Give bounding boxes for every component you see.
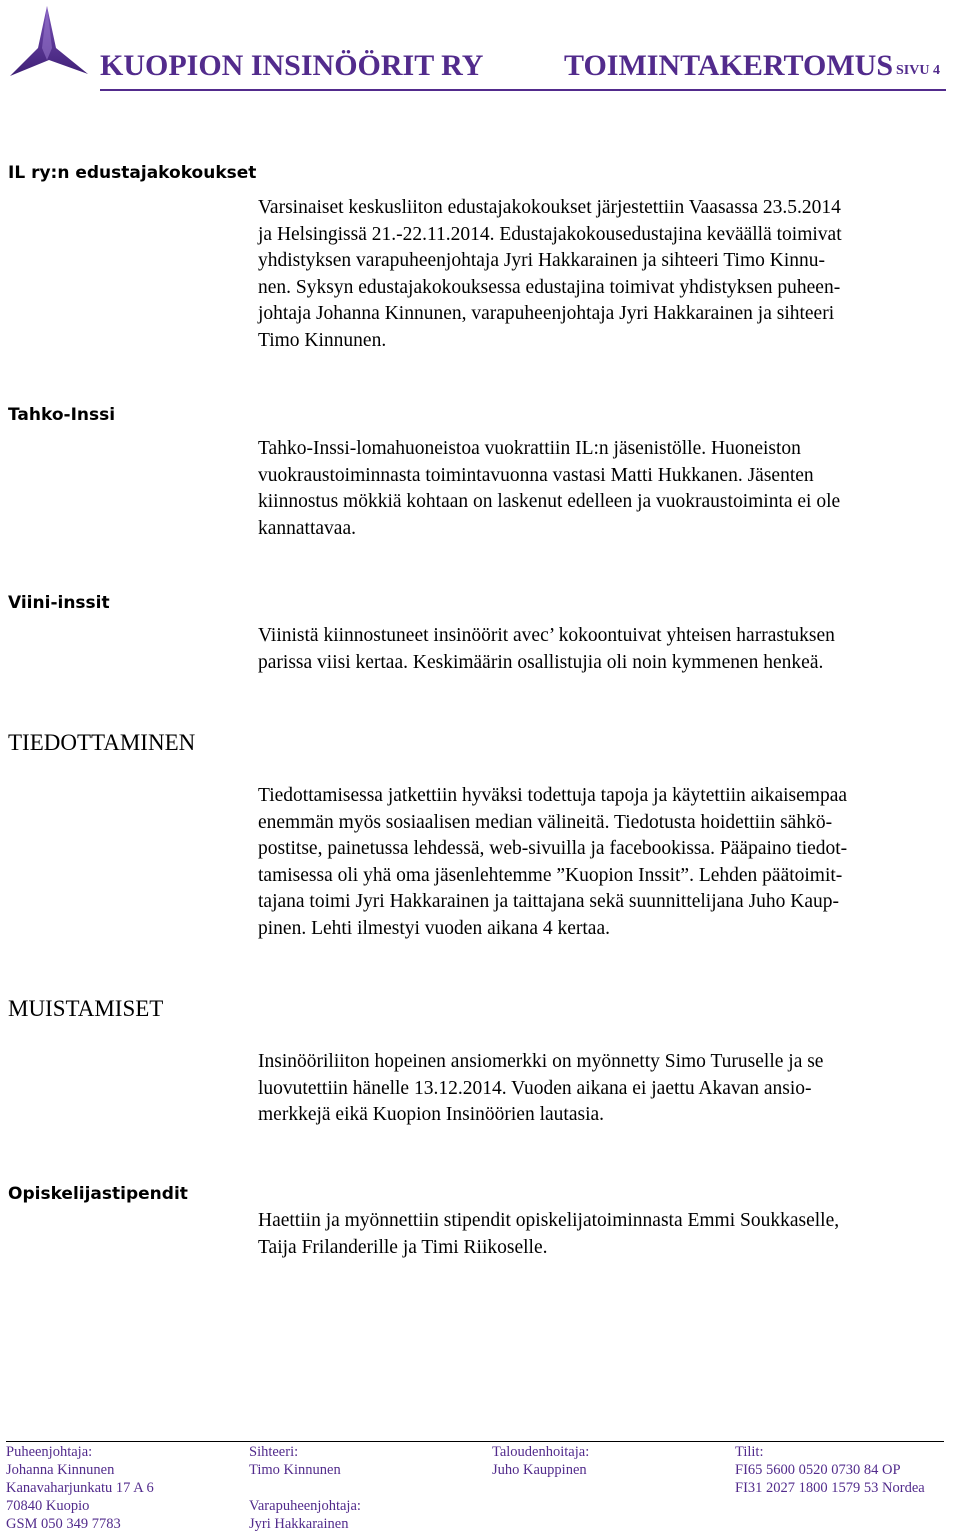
footer-treasurer: [492, 1443, 589, 1479]
footer-line: Jyri Hakkarainen: [249, 1516, 349, 1532]
footer-line: Taloudenhoitaja:: [492, 1444, 590, 1460]
organization-name: KUOPION INSINÖÖRIT RY: [100, 49, 484, 82]
footer-accounts: [735, 1443, 925, 1497]
text-line: Tahko-Inssi-lomahuoneistoa vuokrattiin IL:n jäsenistölle. Huoneiston: [258, 438, 801, 459]
purple-star-icon: [4, 4, 90, 78]
text-line: johtaja Johanna Kinnunen, varapuheenjohtaja Jyri Hakkarainen ja sihteeri: [258, 303, 835, 324]
header-divider: [100, 89, 946, 91]
document-title: TOIMINTAKERTOMUS: [564, 49, 894, 82]
text-line: tajana toimi Jyri Hakkarainen ja taittajana sekä suunnittelijana Juho Kaup-: [258, 891, 840, 912]
text-line: nen. Syksyn edustajakokouksessa edustajina toimivat yhdistyksen puheen-: [258, 276, 841, 298]
footer-line: Kanavaharjunkatu 17 A 6: [6, 1480, 154, 1496]
section-text-tahko-inssi: [258, 436, 958, 542]
section-heading-opiskelijastipendit: Opiskelijastipendit: [8, 1184, 188, 1204]
section-heading-viini-inssit: Viini-inssit: [8, 593, 110, 613]
footer-line: FI65 5600 0520 0730 84 OP: [735, 1462, 901, 1478]
text-line: Taija Frilanderille ja Timi Riikoselle.: [258, 1236, 548, 1258]
text-line: luovutettiin hänelle 13.12.2014. Vuoden aikana ei jaettu Akavan ansio-: [258, 1077, 812, 1099]
footer-line: Tilit:: [735, 1444, 764, 1460]
footer-divider: [6, 1441, 944, 1442]
text-line: postitse, painetussa lehdessä, web-sivuilla ja facebookissa. Pääpaino tiedot-: [258, 838, 848, 859]
footer-line: FI31 2027 1800 1579 53 Nordea: [735, 1480, 925, 1496]
text-line: Viinistä kiinnostuneet insinöörit avec’ kokoontuivat yhteisen harrastuksen: [258, 625, 835, 646]
footer-line: Sihteeri:: [249, 1444, 299, 1460]
page-number: SIVU 4: [896, 63, 940, 78]
footer-line: GSM 050 349 7783: [6, 1516, 121, 1532]
text-line: parissa viisi kertaa. Keskimäärin osallistujia oli noin kymmenen henkeä.: [258, 651, 824, 673]
text-line: kiinnostus mökkiä kohtaan on laskenut edelleen ja vuokraustoiminta ei ole: [258, 491, 841, 512]
section-heading-tiedottaminen: TIEDOTTAMINEN: [8, 730, 196, 755]
text-line: Varsinaiset keskusliiton edustajakokoukset järjestettiin Vaasassa 23.5.2014: [258, 197, 841, 218]
text-line: ja Helsingissä 21.-22.11.2014. Edustajakokousedustajina keväällä toimivat: [258, 223, 842, 245]
footer-line: Timo Kinnunen: [249, 1462, 341, 1478]
text-line: tamisessa oli yhä oma jäsenlehtemme ”Kuopion Inssit”. Lehden päätoimit-: [258, 864, 843, 886]
section-text-viini-inssit: [258, 623, 958, 676]
footer-line: Puheenjohtaja:: [6, 1444, 93, 1460]
section-heading-muistamiset: MUISTAMISET: [8, 996, 164, 1021]
text-line: Timo Kinnunen.: [258, 329, 387, 351]
text-line: enemmän myös sosiaalisen median välineitä. Tiedotusta hoidettiin sähkö-: [258, 811, 833, 833]
footer-line: 70840 Kuopio: [6, 1498, 90, 1514]
footer-line: Varapuheenjohtaja:: [249, 1498, 361, 1514]
text-line: pinen. Lehti ilmestyi vuoden aikana 4 kertaa.: [258, 917, 610, 939]
footer-line: Johanna Kinnunen: [6, 1462, 115, 1478]
text-line: kannattavaa.: [258, 517, 356, 539]
section-heading-edustajakokoukset: IL ry:n edustajakokoukset: [8, 163, 257, 183]
section-heading-tahko-inssi: Tahko-Inssi: [8, 405, 116, 425]
page-header: [0, 0, 960, 100]
text-line: Tiedottamisessa jatkettiin hyväksi todettuja tapoja ja käytettiin aikaisempaa: [258, 785, 848, 806]
text-line: Haettiin ja myönnettiin stipendit opiskelijatoiminnasta Emmi Soukkaselle,: [258, 1210, 840, 1231]
footer-line: [249, 1479, 361, 1497]
footer-chairperson: [6, 1443, 154, 1533]
text-line: yhdistyksen varapuheenjohtaja Jyri Hakkarainen ja sihteeri Timo Kinnu-: [258, 250, 826, 271]
section-text-opiskelijastipendit: [258, 1208, 958, 1261]
section-text-tiedottaminen: [258, 783, 958, 942]
text-line: merkkejä eikä Kuopion Insinöörien lautasia.: [258, 1104, 605, 1125]
footer-line: Juho Kauppinen: [492, 1462, 587, 1478]
text-line: Insinööriliiton hopeinen ansiomerkki on myönnetty Simo Turuselle ja se: [258, 1051, 824, 1072]
section-text-muistamiset: [258, 1049, 958, 1129]
footer-secretary: [249, 1443, 361, 1533]
text-line: vuokraustoiminnasta toimintavuonna vastasi Matti Hukkanen. Jäsenten: [258, 464, 814, 486]
section-text-edustajakokoukset: [258, 195, 958, 354]
